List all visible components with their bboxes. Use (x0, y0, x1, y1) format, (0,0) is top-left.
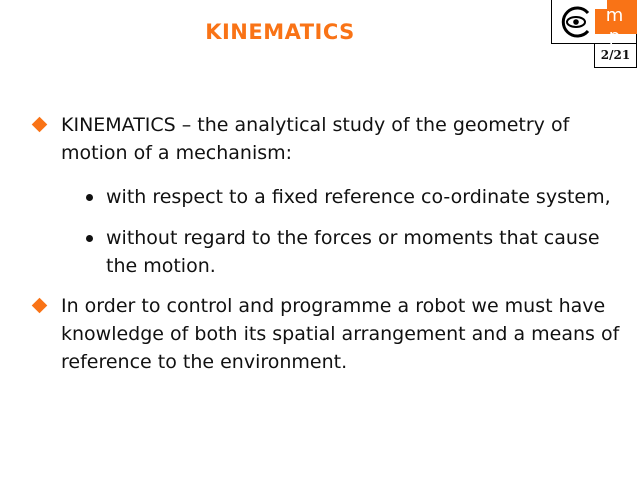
dot-bullet-icon (86, 235, 93, 242)
sub-bullet-list (61, 183, 622, 280)
sub-bullet-item (61, 224, 622, 280)
bullet-text: In order to control and programme a robot we must have knowledge of both its spatial arrangement and a means of reference to the environment. (61, 295, 620, 373)
diamond-bullet-icon (32, 117, 48, 133)
bullet-text: KINEMATICS – the analytical study of the geometry of motion of a mechanism: (61, 114, 570, 164)
dot-bullet-icon (86, 194, 93, 201)
bullet-item (32, 292, 622, 376)
sub-bullet-item (61, 183, 622, 211)
eye-logo-icon (558, 4, 598, 40)
sub-bullet-text: with respect to a fixed reference co-ordinate system, (106, 186, 611, 208)
slide-content (32, 111, 622, 376)
bullet-item (32, 111, 622, 280)
sub-bullet-text: without regard to the forces or moments that cause the motion. (106, 227, 600, 277)
page-title: KINEMATICS (205, 20, 355, 44)
logo-text: m p (605, 5, 627, 47)
logo (551, 0, 637, 47)
diamond-bullet-icon (32, 298, 48, 314)
page-number: 2/21 (594, 44, 637, 68)
